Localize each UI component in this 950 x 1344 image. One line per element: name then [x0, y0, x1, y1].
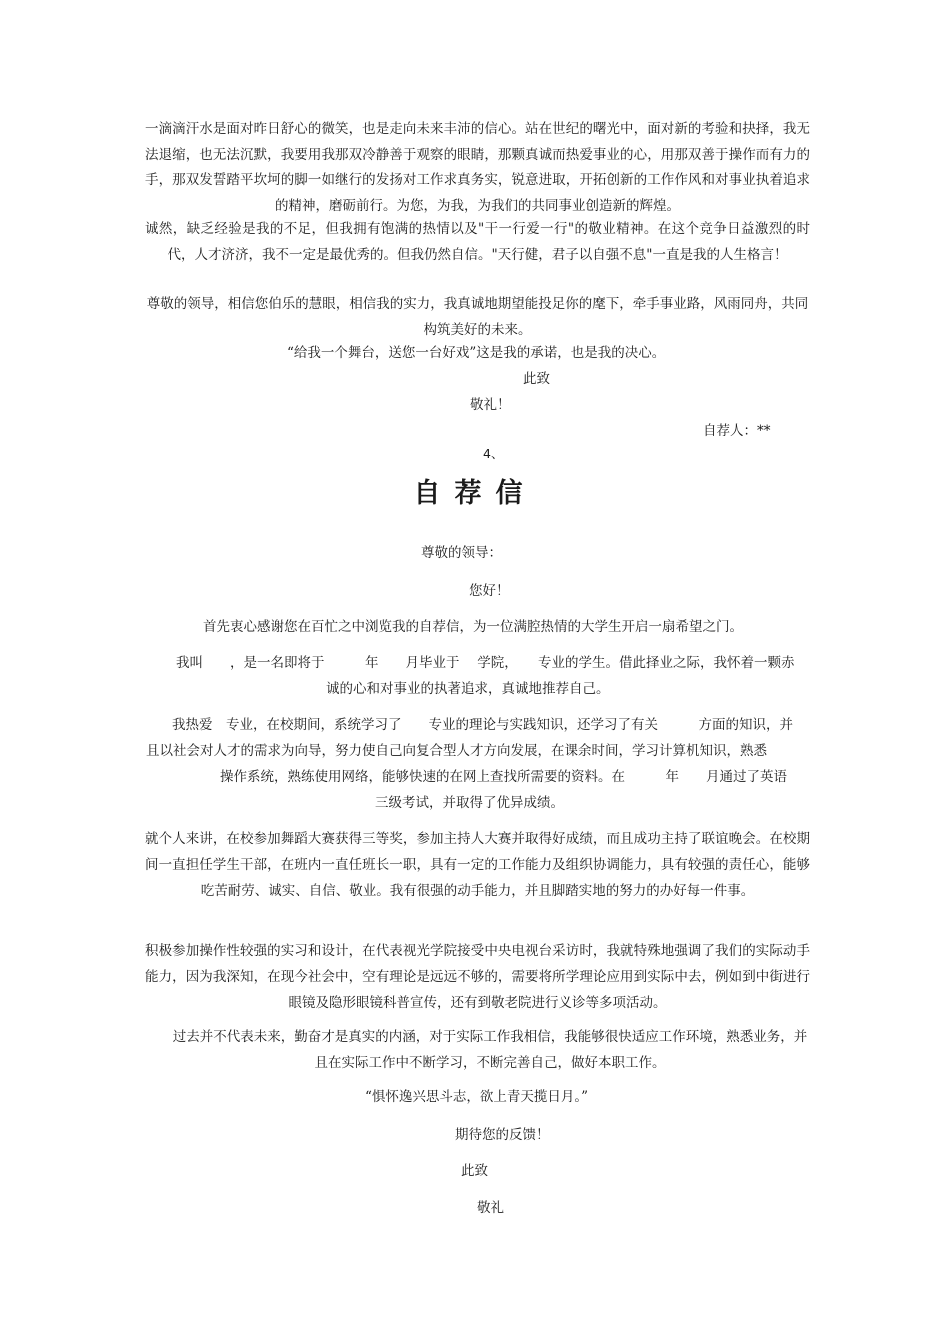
- letter2-greeting: 您好！: [469, 583, 510, 599]
- letter1-closing-cizhi: 此致: [523, 371, 550, 387]
- letter2-title: 自荐信: [413, 478, 537, 509]
- letter2-expect-feedback: 期待您的反馈！: [455, 1127, 550, 1143]
- letter2-paragraph-3-line-1: 我热爱 专业，在校期间，系统学习了 专业的理论与实践知识，还学习了有关 方面的知识，并: [172, 717, 793, 733]
- letter1-signature: 自荐人：**: [703, 423, 771, 439]
- letter1-paragraph-2: 诚然，缺乏经验是我的不足，但我拥有饱满的热情以及"干一行爱一行"的敬业精神。在这个竞争日益激烈的时代，人才济济，我不一定是最优秀的。但我仍然自信。"天行健，君子以自强不息"一直是我的人生格言！: [145, 221, 810, 263]
- letter2-paragraph-3-line-4: 三级考试，并取得了优异成绩。: [375, 795, 564, 811]
- section-number: 4、: [483, 446, 504, 461]
- letter2-paragraph-3-line-2: 且以社会对人才的需求为向导，努力使自己向复合型人才方向发展，在课余时间，学习计算机知识，熟悉: [146, 743, 767, 759]
- letter2-paragraph-2-line-2: 诚的心和对事业的执著追求，真诚地推荐自己。: [326, 681, 610, 697]
- letter1-closing-jingli: 敬礼！: [470, 397, 511, 413]
- letter2-paragraph-4: 就个人来讲，在校参加舞蹈大赛获得三等奖，参加主持人大赛并取得好成绩，而且成功主持了联谊晚会。在校期间一直担任学生干部，在班内一直任班长一职，具有一定的工作能力及组织协调能力，具有较强的责任心，能够吃苦耐劳、诚实、自信、敬业。我有很强的动手能力，并且脚踏实地的努力的办好每一件事。: [145, 831, 810, 899]
- letter1-paragraph-3: 尊敬的领导，相信您伯乐的慧眼，相信我的实力，我真诚地期望能投足你的麾下，牵手事业路，风雨同舟，共同构筑美好的未来。: [146, 296, 809, 338]
- letter2-paragraph-3-line-3: 操作系统，熟练使用网络，能够快速的在网上查找所需要的资料。在 年 月通过了英语: [220, 769, 787, 785]
- letter2-closing-cizhi: 此致: [461, 1163, 488, 1179]
- letter2-closing-jingli: 敬礼: [477, 1200, 504, 1216]
- letter2-paragraph-5: 积极参加操作性较强的实习和设计，在代表视光学院接受中央电视台采访时，我就特殊地强调了我们的实际动手能力，因为我深知，在现今社会中，空有理论是远远不够的，需要将所学理论应用到实际中去，例如到中街进行眼镜及隐形眼镜科普宣传，还有到敬老院进行义诊等多项活动。: [145, 943, 810, 1011]
- letter1-promise: “给我一个舞台，送您一台好戏”这是我的承诺，也是我的决心。: [287, 345, 666, 361]
- letter2-paragraph-1: 首先衷心感谢您在百忙之中浏览我的自荐信，为一位满腔热情的大学生开启一扇希望之门。: [203, 619, 743, 635]
- letter2-quote: “惧怀逸兴思斗志，欲上青天揽日月。”: [365, 1089, 589, 1105]
- letter1-paragraph-1: 一滴滴汗水是面对昨日舒心的微笑，也是走向未来丰沛的信心。站在世纪的曙光中，面对新的考验和抉择，我无法退缩，也无法沉默，我要用我那双冷静善于观察的眼睛，那颗真诚而热爱事业的心，用那双善于操作而有力的手，那双发誓踏平坎坷的脚一如继行的发扬对工作求真务实，锐意进取，开拓创新的工作作风和对事业执着追求的精神，磨砺前行。为您，为我，为我们的共同事业创造新的辉煌。: [145, 121, 810, 214]
- letter2-salutation: 尊敬的领导：: [421, 545, 502, 561]
- letter2-paragraph-6: 过去并不代表未来，勤奋才是真实的内涵，对于实际工作我相信，我能够很快适应工作环境，熟悉业务，并且在实际工作中不断学习，不断完善自己，做好本职工作。: [172, 1029, 808, 1071]
- letter2-paragraph-2-line-1: 我叫 ，是一名即将于 年 月毕业于 学院， 专业的学生。借此择业之际，我怀着一颗赤: [176, 655, 795, 671]
